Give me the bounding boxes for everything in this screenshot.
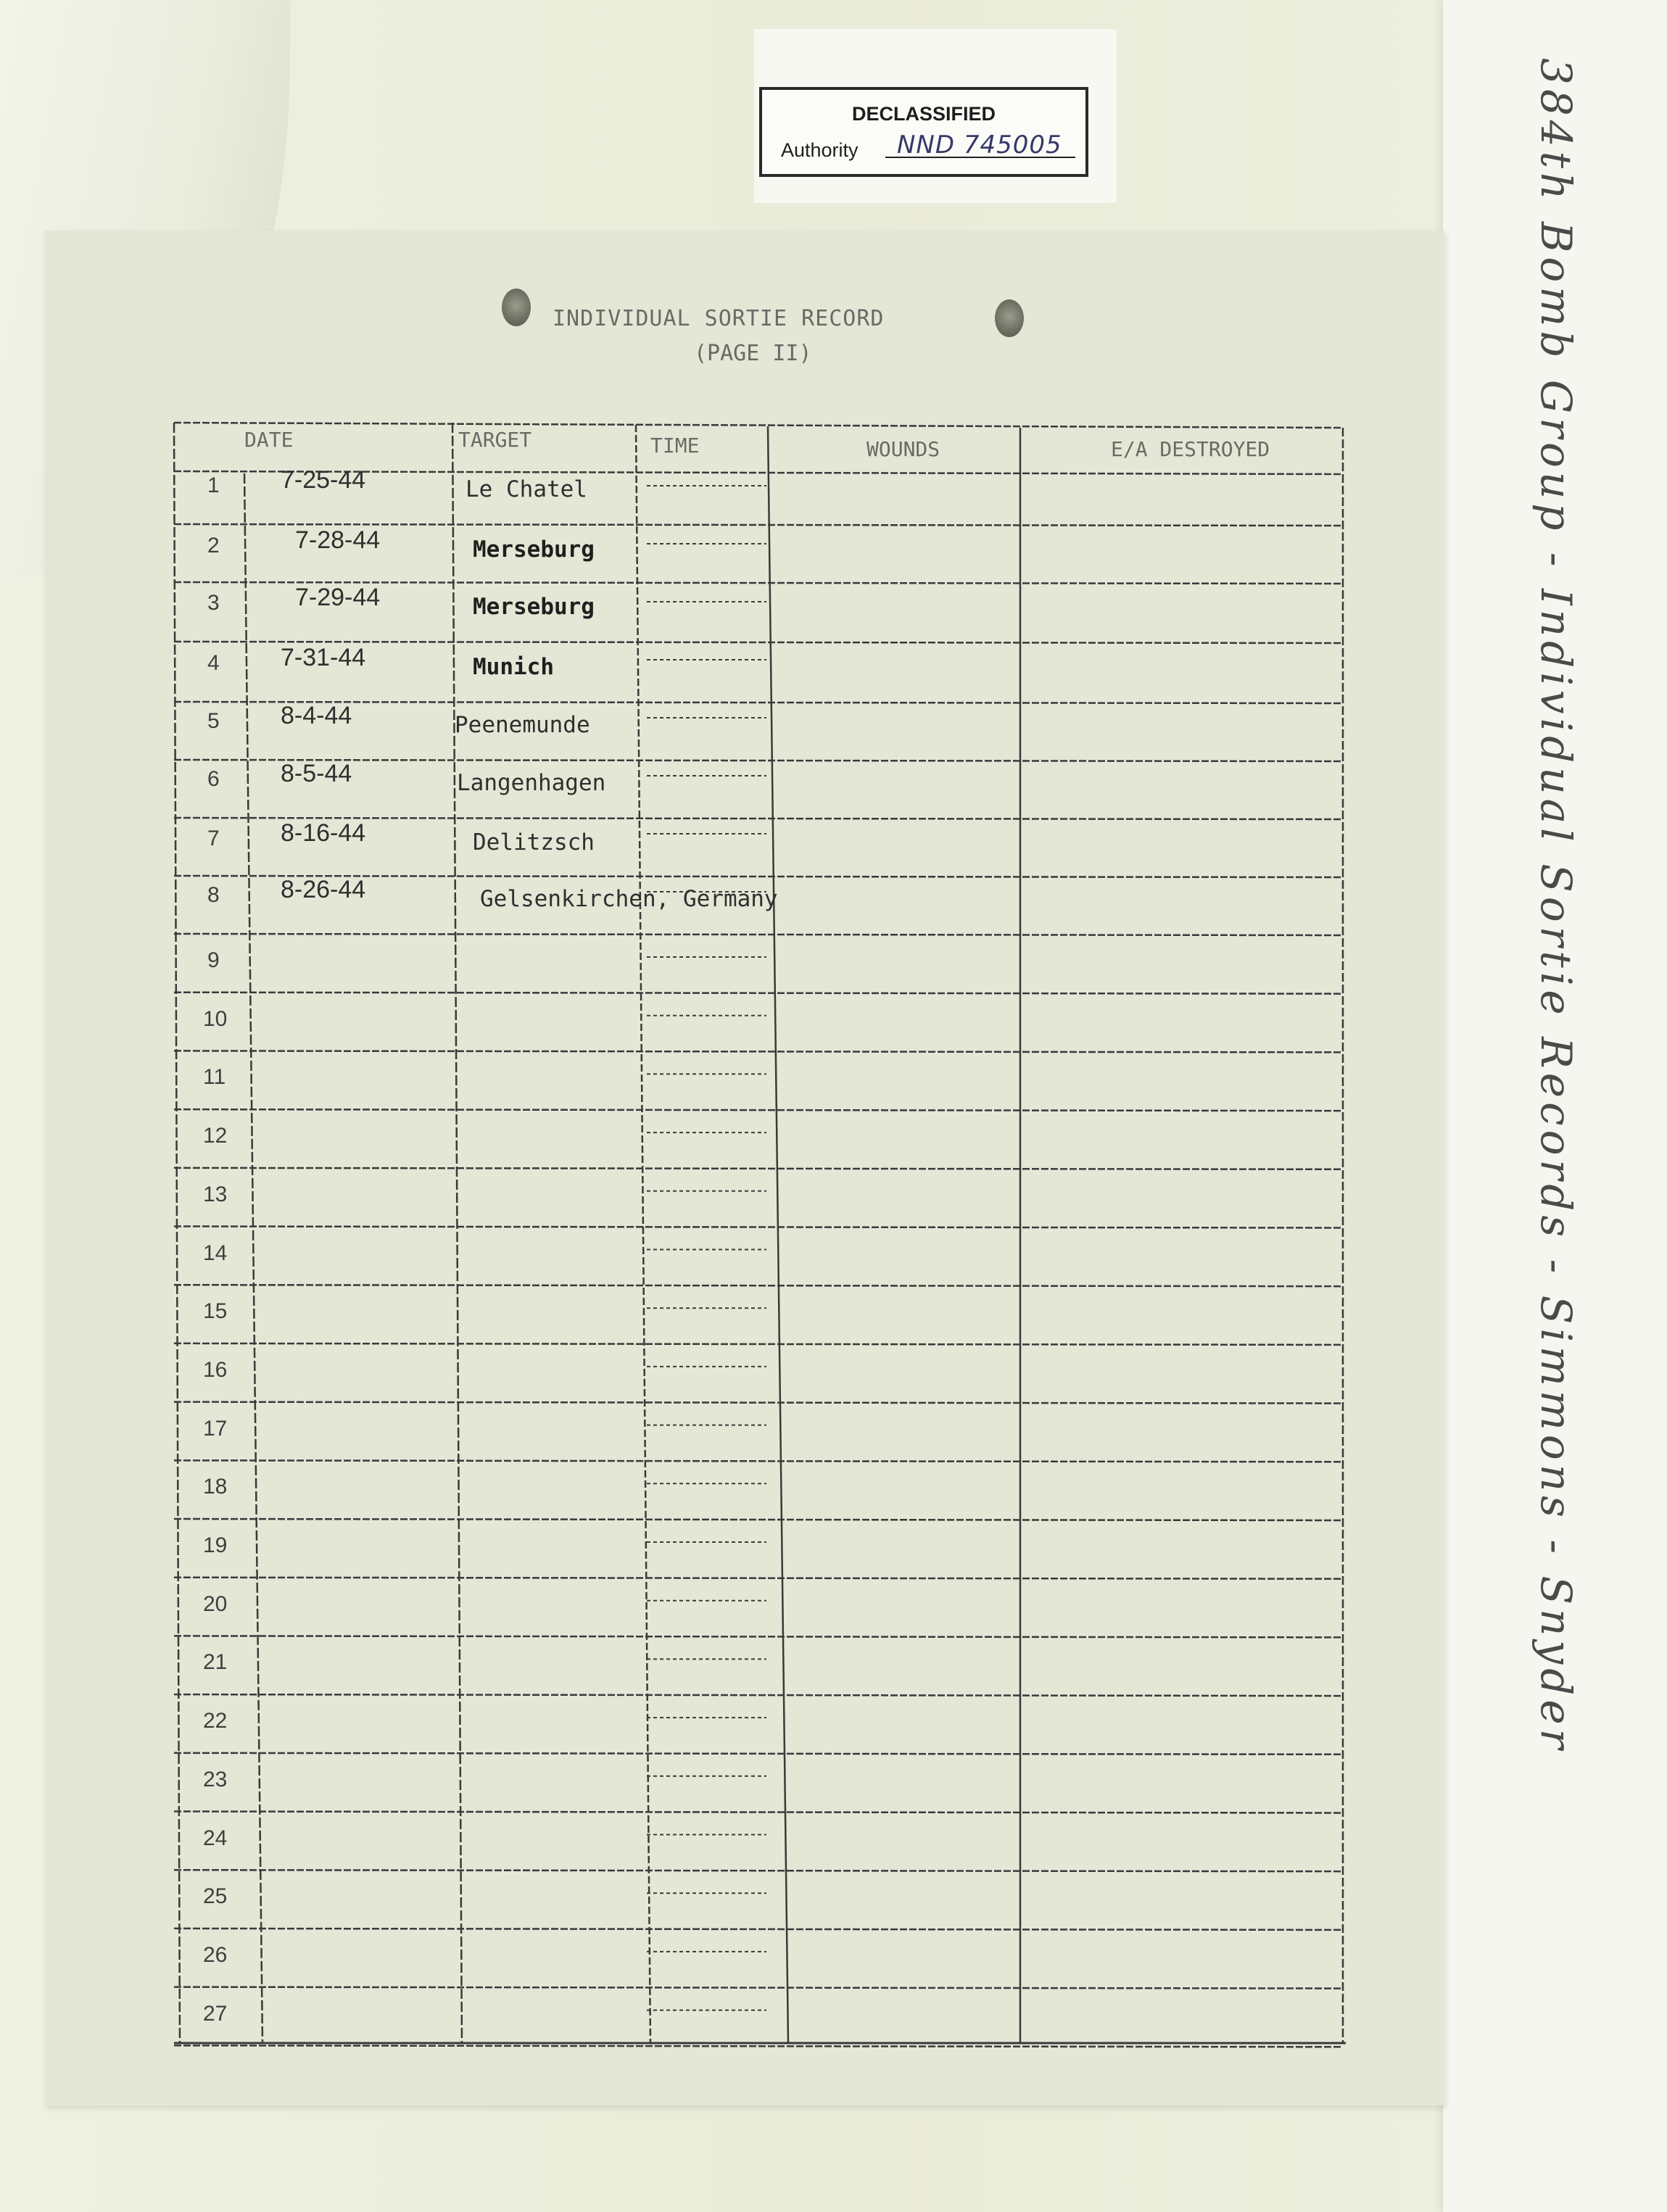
row-number: 17 xyxy=(203,1416,228,1441)
row-number: 20 xyxy=(203,1591,228,1616)
row-date: 8-5-44 xyxy=(281,760,352,787)
grid-line xyxy=(174,1753,1343,1755)
grid-line xyxy=(174,1578,1343,1579)
row-target: Merseburg xyxy=(473,537,595,563)
grid-line xyxy=(174,1870,1343,1871)
record-subtitle: (PAGE II) xyxy=(694,341,812,366)
grid-line xyxy=(174,1636,1343,1637)
row-number: 4 xyxy=(207,651,220,675)
grid-line xyxy=(452,423,462,2043)
grid-line xyxy=(174,1929,1343,1930)
row-number: 26 xyxy=(203,1942,228,1967)
row-number: 27 xyxy=(203,2001,228,2026)
row-number: 11 xyxy=(203,1065,226,1090)
row-number: 6 xyxy=(207,767,220,791)
grid-line xyxy=(636,425,650,2043)
grid-line xyxy=(174,1694,1343,1696)
row-date: 7-25-44 xyxy=(281,466,366,494)
row-number: 18 xyxy=(203,1475,228,1499)
header-date: DATE xyxy=(244,428,294,452)
row-number: 3 xyxy=(207,591,220,615)
grid-line xyxy=(174,993,1343,994)
row-number: 8 xyxy=(207,883,220,907)
stamp-authority-value: NND 745005 xyxy=(885,131,1075,158)
grid-line xyxy=(174,1460,1343,1462)
grid-line xyxy=(174,1812,1343,1813)
header-target: TARGET xyxy=(458,428,532,452)
row-number: 25 xyxy=(203,1884,228,1909)
row-number: 13 xyxy=(203,1182,228,1206)
row-number: 14 xyxy=(203,1240,228,1265)
grid-line xyxy=(174,934,1343,935)
grid-line xyxy=(244,473,262,2043)
row-number: 21 xyxy=(203,1650,228,1675)
grid-line xyxy=(174,1402,1343,1404)
row-target: Le Chatel xyxy=(466,476,587,502)
grid-line xyxy=(174,1285,1343,1286)
handwritten-side-note xyxy=(1531,58,1606,1754)
sortie-record-sheet xyxy=(45,231,1444,2105)
header-time: TIME xyxy=(650,434,700,457)
row-number: 7 xyxy=(207,827,220,850)
row-number: 24 xyxy=(203,1826,228,1850)
grid-line xyxy=(174,524,1343,526)
grid-line xyxy=(174,1051,1343,1052)
grid-line xyxy=(174,423,1343,428)
header-wounds: WOUNDS xyxy=(866,437,940,461)
record-table-grid xyxy=(45,231,1444,2105)
row-number: 2 xyxy=(207,534,220,558)
grid-line xyxy=(174,1168,1343,1169)
row-number: 1 xyxy=(207,473,220,497)
row-date: 7-31-44 xyxy=(281,644,366,671)
row-date: 8-26-44 xyxy=(281,876,366,903)
row-target: Delitzsch xyxy=(473,829,595,856)
header-ea-destroyed: E/A DESTROYED xyxy=(1111,437,1270,461)
row-number: 9 xyxy=(207,948,220,972)
declassified-stamp xyxy=(759,87,1088,177)
row-date: 8-16-44 xyxy=(281,819,366,847)
grid-line xyxy=(174,1109,1343,1111)
side-note-text: 384th Bomb Group - Individual Sortie Records - Simmons - Snyder xyxy=(1531,58,1581,1754)
grid-line xyxy=(174,2045,1343,2047)
row-number: 23 xyxy=(203,1767,228,1791)
row-number: 5 xyxy=(207,709,220,733)
row-target: Munich xyxy=(473,654,554,680)
row-date: 7-28-44 xyxy=(295,526,381,554)
row-target: Peenemunde xyxy=(455,712,590,738)
row-target: Langenhagen xyxy=(457,770,606,796)
grid-line xyxy=(174,1519,1343,1520)
grid-line xyxy=(174,1343,1343,1345)
row-number: 12 xyxy=(203,1124,228,1148)
row-date: 8-4-44 xyxy=(281,702,352,729)
row-number: 19 xyxy=(203,1533,228,1557)
stamp-title: DECLASSIFIED xyxy=(851,103,996,125)
row-date: 7-29-44 xyxy=(295,584,381,611)
row-target: Gelsenkirchen, Germany xyxy=(480,886,778,912)
row-number: 22 xyxy=(203,1709,228,1733)
grid-line xyxy=(174,1987,1343,1989)
grid-line xyxy=(174,642,1343,643)
grid-line xyxy=(174,423,180,2043)
row-number: 10 xyxy=(203,1006,228,1031)
grid-line xyxy=(174,1227,1343,1228)
row-target: Merseburg xyxy=(473,594,595,620)
stamp-authority-label: Authority xyxy=(781,139,859,161)
row-number: 16 xyxy=(203,1357,228,1382)
grid-line xyxy=(768,426,788,2043)
record-title: INDIVIDUAL SORTIE RECORD xyxy=(553,306,885,331)
row-number: 15 xyxy=(203,1299,228,1324)
